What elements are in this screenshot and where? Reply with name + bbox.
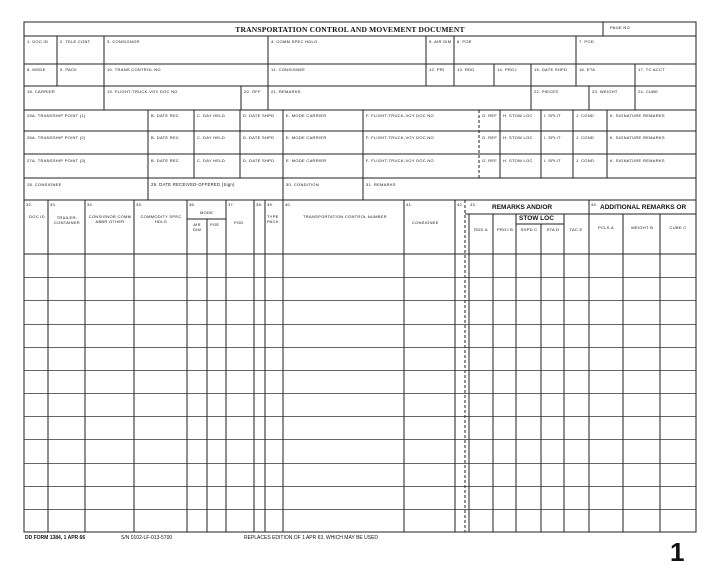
col-num-35: 35. [136,202,143,207]
col-num-39: 39. [267,202,274,207]
cond-label: J. COND [576,135,595,140]
transship-point-label: 26A. TRANSSHIP POINT (2) [27,135,86,140]
col-consignor: CONSIGNOR COMM ABBR OTHER [88,214,132,224]
off-label: 20. OFF [244,89,261,94]
date-shpd-label: D. DATE SHPD [243,158,275,163]
col-num-34: 34. [87,202,94,207]
col-num-43: 43. [470,202,477,207]
pack-label: 9. PACK [60,67,78,72]
cube-label: 24. CUBE [638,89,659,94]
date-rec-label: B. DATE REC [151,113,180,118]
consignor-label: 3. CONSIGNOR [107,39,140,44]
col-mode-top: MODE [200,210,214,215]
col-additional-remarks: ADDITIONAL REMARKS OR [600,204,687,211]
col-num-44: 44. [591,202,598,207]
col-num-40: 40. [285,202,292,207]
col-proj: PROJ B [496,227,514,232]
col-num-32: 32. [26,202,33,207]
col-air-dim: AIR DIM [192,222,202,232]
ref-label: G. REF [482,135,498,140]
flight-doc-label: F. FLIGHT-TRUCK-VOY DOC NO [366,158,434,163]
signature-remarks-label: K. SIGNATURE REMARKS [610,158,665,163]
col-tac: TAC E [569,227,583,232]
form-number: DD FORM 1384, 1 APR 66 [25,535,86,541]
transship-point-label: 25A. TRANSSHIP POINT (1) [27,113,86,118]
stow-loc-label: H. STOW LOC [503,113,533,118]
col-num-38: 38. [256,202,263,207]
split-label: I. SPLIT [544,135,561,140]
col-rdd: RDD A [474,227,488,232]
page-no-label: PAGE NO [610,25,631,30]
stow-loc-label: H. STOW LOC [503,135,533,140]
col-num-41: 41. [406,202,413,207]
col-pod: POD [234,220,244,225]
col-consignee: CONSIGNEE [412,220,439,225]
col-commodity: COMMODITY SPEC HDLG [140,214,182,224]
tc-acct-label: 17. TC ACCT [638,67,666,72]
trans-control-no-label: 10. TRANS CONTROL NO [107,67,161,72]
pri-label: 12. PRI [429,67,445,72]
form-title: TRANSPORTATION CONTROL AND MOVEMENT DOCUMENT [235,25,465,34]
col-num-33: 33. [50,202,57,207]
page-number: 1 [670,537,685,567]
col-sta: STA D [546,227,560,232]
date-received-label: 29. DATE RECEIVED-OFFERED (Sign) [151,182,235,187]
col-num-42: 42. [457,202,464,207]
consignee-label: 11. CONSIGNEE [271,67,306,72]
split-label: I. SPLIT [544,158,561,163]
remarks-label: 21. REMARKS [271,89,301,94]
col-weight: WEIGHT B [630,225,654,230]
flight-doc-no-label: 19. FLIGHT-TRUCK-VOY DOC NO [107,89,178,94]
col-poe: POE [210,222,220,227]
date-shpd-label: D. DATE SHPD [243,113,275,118]
col-tcn: TRANSPORTATION CONTROL NUMBER [303,214,387,219]
tele-cont-label: 2. TELE CONT [60,39,91,44]
signature-remarks-label: K. SIGNATURE REMARKS [610,135,665,140]
col-stow-loc: STOW LOC [519,215,554,222]
comm-spec-hdlg-label: 4. COMM SPEC HDLG [271,39,318,44]
remarks-31-label: 31. REMARKS [366,182,396,187]
col-type-pack: TYPE PACK [267,214,279,224]
col-cube: CUBE C [669,225,687,230]
col-num-36: 36. [189,202,196,207]
replaces-edition: REPLACES EDITION OF 1 APR 63, WHICH MAY BE USED [244,535,379,541]
mode-carrier-label: E. MODE CARRIER [286,135,327,140]
mode-carrier-label: E. MODE CARRIER [286,113,327,118]
date-shpd-label: D. DATE SHPD [243,135,275,140]
pod-label: 7. POD [579,39,594,44]
eta-label: 16. ETA [579,67,596,72]
ref-label: G. REF [482,158,498,163]
proj-label: 14. PROJ [497,67,517,72]
stock-number: S/N 0102-LF-013-5700 [121,535,173,541]
split-label: I. SPLIT [544,113,561,118]
signature-remarks-label: K. SIGNATURE REMARKS [610,113,665,118]
col-shpd: SHPD C [520,227,538,232]
day-held-label: C. DAY HELD [197,113,226,118]
stow-loc-label: H. STOW LOC [503,158,533,163]
date-shpd-label: 15. DATE SHPD [534,67,568,72]
flight-doc-label: F. FLIGHT-TRUCK-VOY DOC NO [366,135,434,140]
col-num-37: 37. [228,202,235,207]
carrier-label: 18. CARRIER [27,89,55,94]
cond-label: J. COND [576,113,595,118]
date-rec-label: B. DATE REC [151,135,180,140]
consignee-28-label: 28. CONSIGNEE [27,182,62,187]
air-dim-label: 5. AIR DIM [429,39,452,44]
transship-point-label: 27A. TRANSSHIP POINT (3) [27,158,86,163]
mode-label: 8. MODE [27,67,46,72]
day-held-label: C. DAY HELD [197,158,226,163]
doc-id-label: 1. DOC ID [27,39,49,44]
rdd-label: 13. RDD [457,67,475,72]
col-trailer-container: TRAILER-CONTAINER [54,215,80,225]
pieces-label: 22. PIECES [534,89,559,94]
col-remarks-and-or: REMARKS AND/OR [492,204,553,211]
col-pcls: PCLS A [598,225,614,230]
date-rec-label: B. DATE REC [151,158,180,163]
cond-label: J. COND [576,158,595,163]
mode-carrier-label: E. MODE CARRIER [286,158,327,163]
col-doc-id: DOC ID [29,214,45,219]
poe-label: 6. POE [457,39,472,44]
flight-doc-label: F. FLIGHT-TRUCK-VOY DOC NO [366,113,434,118]
weight-label: 23. WEIGHT [592,89,618,94]
ref-label: G. REF [482,113,498,118]
day-held-label: C. DAY HELD [197,135,226,140]
condition-label: 30. CONDITION [286,182,320,187]
